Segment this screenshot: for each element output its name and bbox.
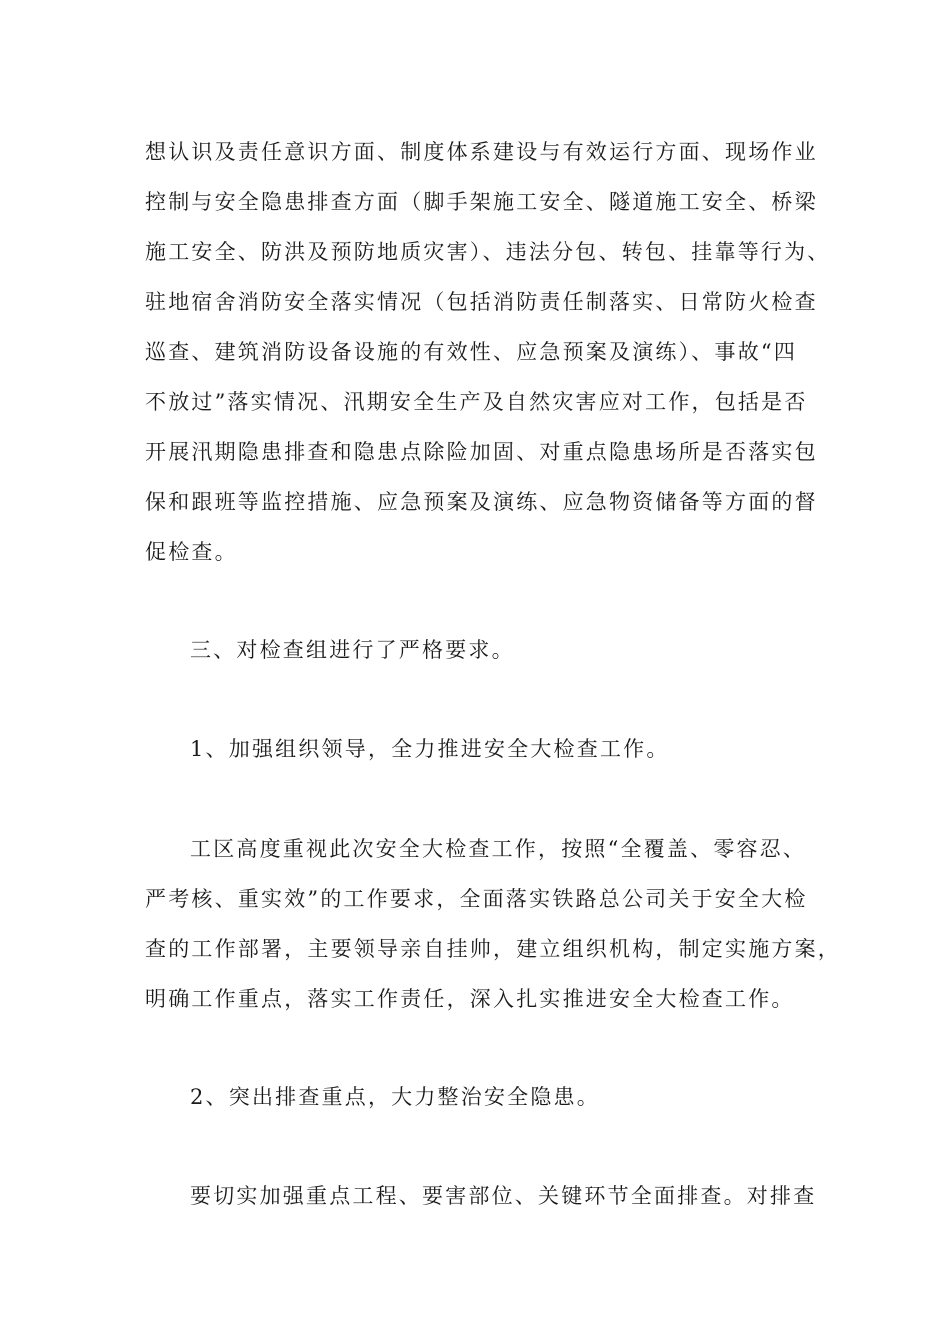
body-text-line: 开展汛期隐患排查和隐患点除险加固、对重点隐患场所是否落实包 xyxy=(145,440,818,464)
subsection-heading: 2、突出排查重点，大力整治安全隐患。 xyxy=(190,1085,600,1109)
body-text-line: 想认识及责任意识方面、制度体系建设与有效运行方面、现场作业 xyxy=(145,140,818,164)
body-text-line: 施工安全、防洪及预防地质灾害）、违法分包、转包、挂靠等行为、 xyxy=(145,240,831,264)
body-text-line: 促检查。 xyxy=(145,540,238,564)
body-text-line: 控制与安全隐患排查方面（脚手架施工安全、隧道施工安全、桥梁 xyxy=(145,190,818,214)
section-heading: 三、对检查组进行了严格要求。 xyxy=(190,638,515,662)
body-text-line: 不放过”落实情况、汛期安全生产及自然灾害应对工作，包括是否 xyxy=(145,390,808,414)
body-text-line: 严考核、重实效”的工作要求，全面落实铁路总公司关于安全大检 xyxy=(145,887,808,911)
body-text-line: 查的工作部署，主要领导亲自挂帅，建立组织机构，制定实施方案， xyxy=(145,937,841,961)
body-text-line: 驻地宿舍消防安全落实情况（包括消防责任制落实、日常防火检查 xyxy=(145,290,818,314)
body-text-line: 保和跟班等监控措施、应急预案及演练、应急物资储备等方面的督 xyxy=(145,490,818,514)
body-text-line: 要切实加强重点工程、要害部位、关键环节全面排查。对排查 xyxy=(190,1184,817,1208)
subsection-heading: 1、加强组织领导，全力推进安全大检查工作。 xyxy=(190,737,670,761)
body-text-line: 工区高度重视此次安全大检查工作，按照“全覆盖、零容忍、 xyxy=(190,837,807,861)
body-text-line: 巡查、建筑消防设备设施的有效性、应急预案及演练）、事故“四 xyxy=(145,340,798,364)
body-text-line: 明确工作重点，落实工作责任，深入扎实推进安全大检查工作。 xyxy=(145,987,795,1011)
